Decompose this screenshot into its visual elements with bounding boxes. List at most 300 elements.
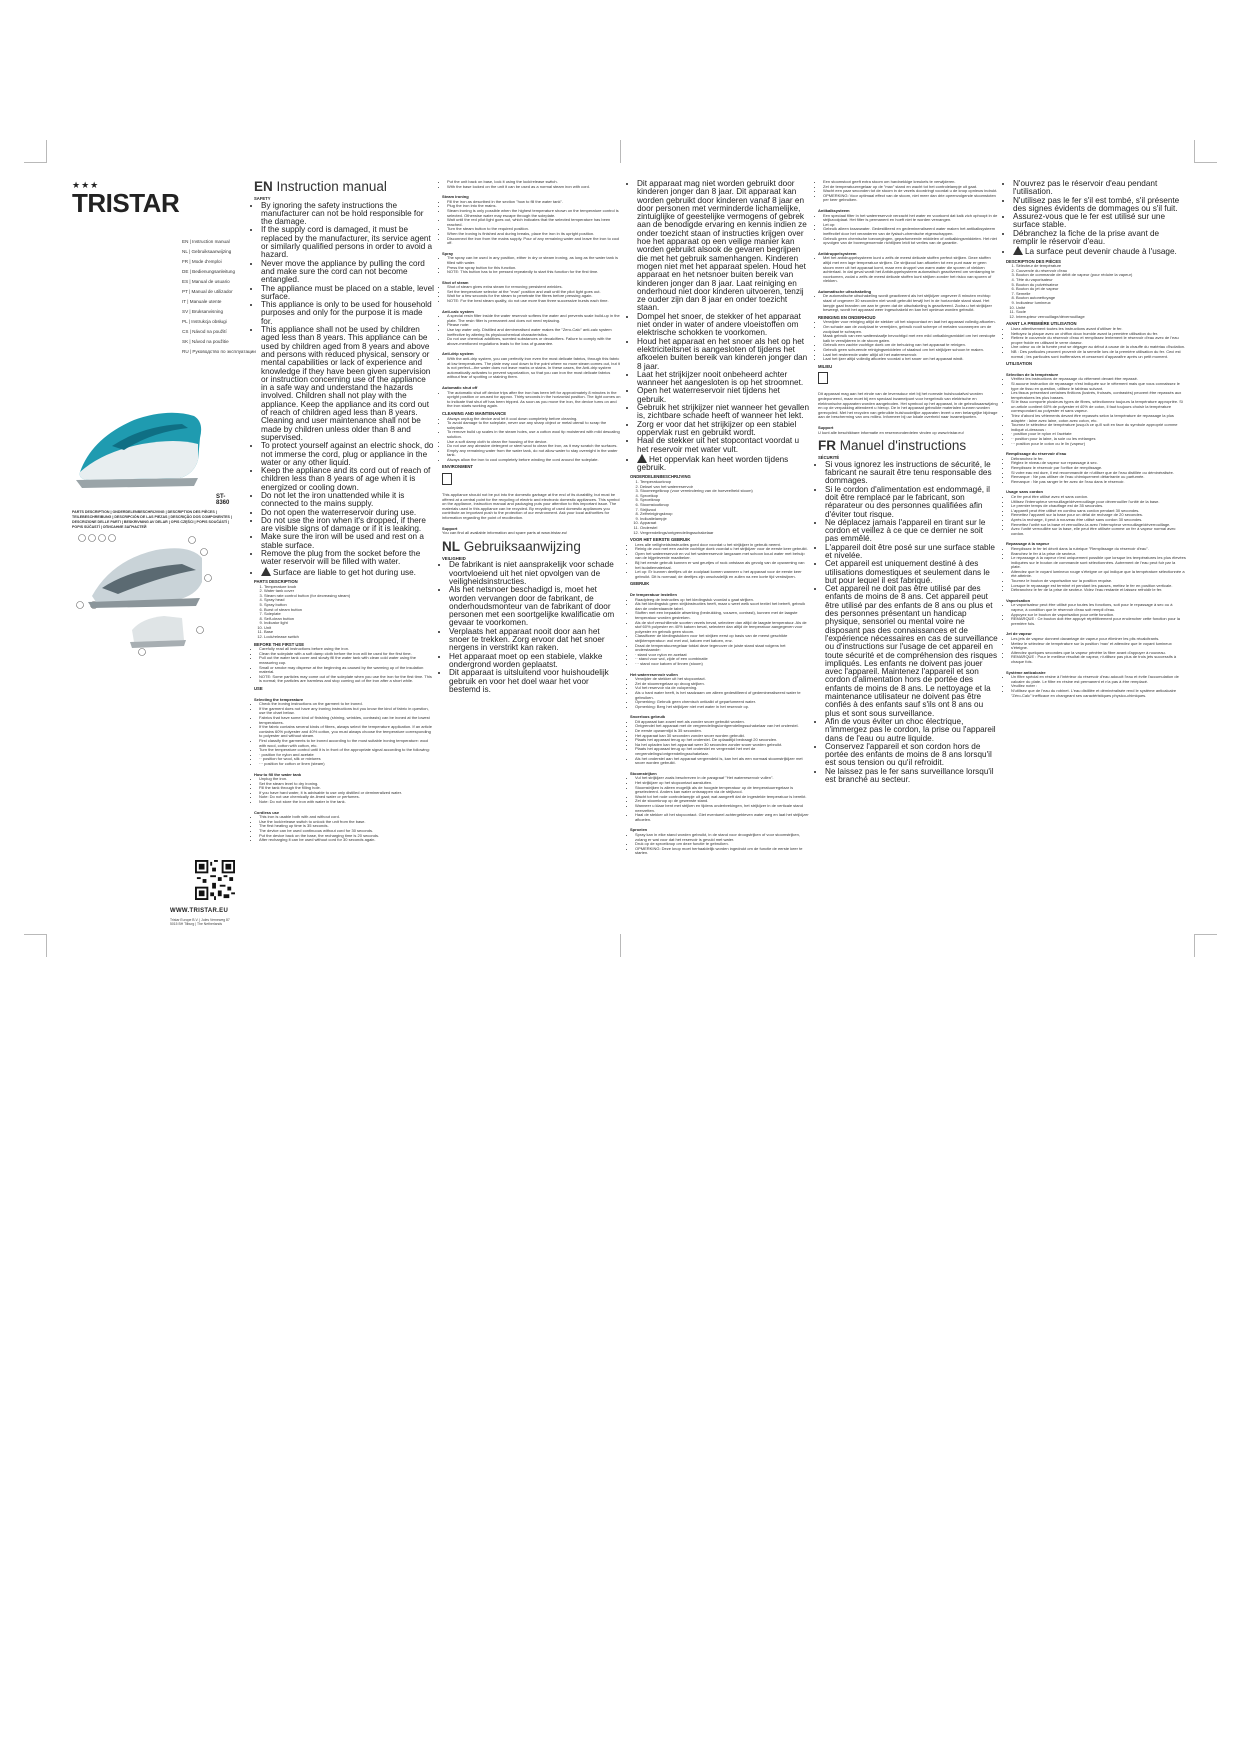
- en-anticalc-heading: Anti-calc system: [442, 308, 474, 314]
- list-item-text: Als het netsnoer beschadigd is, moet het worden vervangen door de fabrikant, de onderhoudsmonteur van de fabrikant of door personen met een soortgelijke kwalificatie om gevaar te voorkomen.: [449, 585, 615, 628]
- list-item: [635, 757, 810, 766]
- recycle-bin-icon: [818, 372, 828, 384]
- nl-antidrip-heading: Antidruppelsysteem: [818, 250, 857, 256]
- list-item-text: This appliance shall not be used by children aged less than 8 years. This appliance can be used by children aged from 8 years and above and persons with reduced physical, sensory or mental capabilities or lack of experience and knowledge if they have been given supervision or instruction concerning use of the appliance in a safe way and understand the hazards involved. Children shall not play with the appliance. Keep the appliance and its cord out of reach of children aged less than 8 years. Cleaning and user maintenance shall not be made by children unless older than 8 and supervised.: [261, 325, 431, 442]
- list-item-text: Une odeur ou de la fumée peut se dégager au début à cause de la chauffe du matériau d'isolation.: [1011, 344, 1186, 350]
- list-item-text: Stoomregelknop (voor vermindering van de hoeveelheid stoom): [640, 488, 753, 494]
- list-item-text: Press the spray button for this function.: [447, 264, 517, 270]
- list-item: [637, 454, 810, 473]
- list-item: [264, 635, 434, 640]
- nl-steam-heading: Stoomstrijken: [630, 770, 657, 776]
- list-item-text: Couvercle du réservoir d'eau: [1016, 267, 1068, 273]
- list-item-text: Het apparaat moet op een stabiele, vlakke ondergrond worden geplaatst.: [449, 651, 603, 669]
- list-item-text: De fabrikant is niet aansprakelijk voor schade voortvloeiend uit het niet opvolgen van de veiligheidsinstructies.: [449, 560, 614, 586]
- en-autooff-list: [442, 391, 622, 409]
- list-item: [825, 560, 998, 585]
- list-item-text: Spray head: [264, 597, 285, 603]
- list-item-text: Wacht een paar seconden tot de stoom in de vezels doordringt voordat u de knop opnieuw indrukt.: [823, 188, 998, 194]
- list-item-text: Als de stof verschillende soorten vezels bevat, selecteer dan altijd de laagste temperatuur. Als de stof 60% polyester en 40% katoen bevat, selecteer dan altijd de temperatuur aangegeven voor polyester en gebruik geen stoom.: [635, 619, 807, 634]
- list-item: [449, 561, 622, 586]
- list-item-text: Verwijder de stekker uit het stopcontact.: [635, 676, 706, 682]
- list-item-text: To remove build up scales in the steam holes, use a cotton wool tip moistened with mild descaling solution.: [447, 429, 620, 439]
- list-item: [635, 570, 810, 579]
- list-item: [1011, 527, 1186, 536]
- language-item: ES | Manual de usuario: [182, 279, 230, 284]
- language-item: SV | Bruksanvisning: [182, 309, 224, 314]
- list-item-text: Nettoyez la plaque avec un chiffon doux humide avant la première utilisation du fer.: [1011, 330, 1159, 336]
- language-list: [182, 237, 256, 357]
- website: WWW.TRISTAR.EU: [170, 908, 229, 914]
- en-steam-heading: Steam ironing: [442, 194, 469, 200]
- nl-spray-heading: Sproeien: [630, 827, 648, 833]
- list-item: [825, 585, 998, 718]
- list-item-text: Clean the soleplate with a soft damp cloth before the iron will be used for the first time.: [259, 650, 412, 656]
- list-item-text: Do not use the iron when it's dropped, if there are visible signs of damage or if it is leaking.: [261, 515, 426, 534]
- list-item-text: L'appareil doit être posé sur une surface stable et nivelée.: [825, 542, 995, 560]
- en-spray-list: [442, 256, 622, 274]
- nl-steam-list: [630, 776, 810, 822]
- language-item: RU | Руководство по эксплуатации: [182, 349, 256, 354]
- list-item-text: Gebruik geen schurende reinigingsmiddelen of staalwol om het strijkijzer schoon te maken.: [823, 347, 984, 352]
- list-item: [1011, 480, 1186, 485]
- list-item-text: Make sure the iron will be used and rest on a stable surface.: [261, 532, 424, 550]
- list-item-text: Als u hard water heeft, is het raadzaam om alleen gedestilleerd of gedemineraliseerd water te gebruiken.: [635, 689, 801, 700]
- list-item-text: Tournez le sélecteur de température jusqu'à ce qu'il soit en face du symbole approprié comme indiqué ci-dessous :: [1011, 422, 1178, 432]
- list-item: [1011, 689, 1186, 698]
- list-item-text: NB : Des particules peuvent provenir de la semelle lors de la première utilisation du fer. Ceci est normal ; les particules sont inoffensives et cesseront d'apparaître après un petit moment.: [1011, 348, 1181, 359]
- list-item-text: Zelfreinigingsknop: [640, 511, 673, 517]
- list-item-text: ··· position for cotton or linen (steam): [259, 760, 325, 766]
- list-item-text: Use tap water only. Distilled and demineralised water makes the "Zero-Calc" anti-calc system ineffective by altering its physicochemical characteristics.: [447, 327, 612, 337]
- list-item-text: Gebruik een zachte vochtige doek om de behuizing van het apparaat te reinigen.: [823, 342, 966, 348]
- list-item: [449, 586, 622, 627]
- list-item-text: Spray kan in elke stand worden gebruikt, in de stand voor droogstrijken of voor stoomstrijken, zolang er wat voor dat het reservoir is gevuld met water.: [635, 831, 800, 842]
- list-item-text: L'appareil peut être utilisé en continu sans cordon pendant 30 secondes.: [1011, 507, 1140, 513]
- fr-fill-heading: Remplissage du réservoir d'eau: [1006, 451, 1067, 457]
- list-item-text: Use the lock/release switch to unlock the unit from the base.: [259, 818, 366, 824]
- list-item: [825, 544, 998, 561]
- nl-support-text: U kunt alle beschikbare informatie en reserveonderdelen vinden op www.tristar.eu!: [818, 429, 964, 435]
- list-item-text: Steam rate control button (for decreasing steam): [264, 592, 351, 598]
- list-item: [447, 357, 622, 380]
- en-autooff-heading: Automatic shut off: [442, 384, 478, 390]
- list-item: [1011, 442, 1186, 447]
- list-item-text: Wait until the red pilot light goes out, which indicates that the selected temperature has been reached.: [447, 217, 611, 227]
- list-item: [261, 285, 434, 302]
- list-item-text: Een speciaal filter in het waterreservoir verzacht het water en voorkomt dat kalk zich ophoopt in de strijkzoolplaat. Het filter is permanent en hoeft niet te worden vervangen.: [823, 212, 998, 223]
- list-item: [1013, 197, 1186, 214]
- list-item: [261, 301, 434, 326]
- en-steam-list: [442, 200, 622, 246]
- en-support-heading: Support: [442, 525, 458, 531]
- list-item-text: Do not open the waterreservoir during use.: [261, 507, 417, 517]
- list-item-text: To avoid damage to the soleplate, never use any sharp object or metal utensil to scrap the soleplate.: [447, 420, 607, 430]
- nl-use-heading: GEBRUIK: [630, 581, 650, 587]
- list-item: [1013, 246, 1186, 256]
- list-item-text: Na het opladen kan het apparaat weer 30 seconden zonder snoer worden gebruikt.: [635, 741, 783, 747]
- list-item-text: ·· stand voor wol, zijde of een combinatie: [635, 656, 708, 662]
- list-item-text: Conservez l'appareil et son cordon hors de portée des enfants de moins de 8 ans lorsqu'il est sous tension ou qu'il refroidit.: [825, 741, 992, 768]
- list-item: [637, 387, 810, 404]
- list-item-text: Le vaporisateur peut être utilisé pour toutes les fonctions, soit pour le repassage à sec ou à vapeur, à condition que le réservoir d'eau soit rempli d'eau.: [1011, 602, 1173, 613]
- list-item-text: Reinig de zool met een zachte vochtige doek voordat u het strijkijzer voor de eerste keer gebruikt.: [635, 546, 808, 552]
- list-item-text: Onderstel: [640, 524, 658, 530]
- en-parts-list: [254, 585, 434, 640]
- list-item: [825, 461, 998, 486]
- nl-column-1: [630, 180, 810, 930]
- nl-column-2: [818, 180, 998, 930]
- en-antidrip-list: [442, 357, 622, 380]
- list-item-text: Indicator light: [264, 620, 288, 626]
- list-item-text: If the supply cord is damaged, it must be replaced by the manufacturer, its service agent or similarly qualified persons in order to avoid a hazard.: [261, 225, 433, 260]
- list-item-text: Do not use chemical additives, scented substances or decalcifiers. Failure to comply with the above-mentioned regulations leads to the loss of guarantee.: [447, 336, 612, 346]
- list-item-text: Attendez quelques secondes que la vapeur pénètre la fibre avant d'appuyer à nouveau.: [1011, 649, 1166, 655]
- list-item-text: Een stoomstoot geeft extra stoom om hardnekkige kreukels te verwijderen.: [823, 179, 956, 184]
- list-item-text: Si le cordon d'alimentation est endommagé, il doit être remplacé par le fabricant, son réparateur ou des personnes qualifiées afin d'éviter tout risque.: [825, 484, 990, 519]
- list-item: [825, 743, 998, 768]
- list-item-text: Socle: [1016, 309, 1027, 315]
- nl-before-heading: VOOR HET EERSTE GEBRUIK: [630, 537, 691, 543]
- list-item-text: Interrupteur verrouillage/déverrouillage: [1016, 313, 1085, 319]
- list-item-text: After recharging it can be used without cord for 30 seconds again.: [259, 837, 376, 843]
- list-item-text: The automatic shut off device trips after the iron has been left for approximately 8 minutes in the upright position or unused for approx. Thirty seconds in the horizontal position. The light comes on to indicate that shut off has been tripped. As soon as you move the iron, the device turns on and the iron starts working again.: [447, 389, 621, 409]
- list-item-text: Opmerking: Berg het strijkijzer niet met water in het reservoir op.: [635, 703, 750, 709]
- nl-safety-list: [442, 561, 622, 694]
- list-item-text: ·· position for wool, silk or mixtures: [259, 756, 321, 762]
- list-item-text: Always allow the iron to cool completely before winding the cord around the soleplate.: [447, 456, 599, 462]
- list-item-text: Spray button: [264, 601, 287, 607]
- list-item-text: ··· stand voor katoen of linnen (stoom): [635, 660, 703, 666]
- list-item-text: Le premier temps de chauffage est de 35 secondes.: [1011, 503, 1104, 509]
- manual-sheet: [58, 180, 1186, 930]
- list-item-text: Remarque : Ne pas ranger le fer avec de l'eau dans le réservoir.: [1011, 478, 1125, 484]
- list-item-text: NOTE: For the best steam quality, do not use more than three successive bursts each time.: [447, 298, 609, 304]
- nl-spray-list: [630, 833, 810, 856]
- list-item-text: Met het antidruppelsysteem kunt u zelfs de meest delicate stoffen perfect strijken. Deze stoffen altijd met een lage temperatuur strijken. De strijkzool kan afkoelen tot een punt waar er geen stoom meer uit het apparaat komt, maar een druppel van warm water die sporen of vlekken achterlaat. In dat geval wordt het Antidruppelsysteem automatisch geactiveerd om verdamping te voorkomen, zodat u zelfs de meest delicate stoffen kunt strijken zonder het risico van sporen of vlekken.: [823, 255, 995, 284]
- list-item-text: Do not let the iron unattended while it is connected to the mains supply.: [261, 490, 405, 509]
- list-item: [449, 628, 622, 653]
- en-cleaning-list: [442, 417, 622, 463]
- list-item-text: Le repassage à la vapeur n'est uniquement possible que lorsque les températures les plus élevées indiquées sur le bouton de commande sont sélectionnées. Autrement de l'eau peut fuir par la plate.: [1011, 555, 1186, 570]
- list-item-text: Soleplate: [264, 611, 281, 617]
- list-item: [823, 214, 998, 223]
- list-item: [259, 725, 434, 739]
- list-item-text: Ce fer peut être utilisé avec et sans cordon.: [1011, 493, 1089, 499]
- list-item-text: Fabrics that have some kind of finishing (shining, wrinkles, contrasts) can be ironed at the lowest temperatures.: [259, 714, 430, 725]
- list-item-text: Do not use any abrasive detergent or steel wool to clean the iron, as it may scratch the surfaces.: [447, 443, 618, 449]
- fr-steam-list: [1006, 547, 1186, 593]
- list-item-text: Fill the tank through the filling hole.: [259, 785, 321, 791]
- list-item-text: Laat het strijkijzer nooit onbeheerd achter wanneer het aangesloten is op het stroomnet.: [637, 369, 804, 388]
- list-item-text: Lorsque le repassage est terminé et pendant les pauses, mettez le fer en position verticale.: [1011, 582, 1173, 588]
- list-item: [825, 768, 998, 785]
- list-item: [259, 675, 434, 684]
- list-item: [1013, 213, 1186, 230]
- en-cordless-list: [254, 815, 434, 843]
- list-item: [261, 492, 434, 509]
- fr-cordless-list: [1006, 495, 1186, 536]
- recycle-bin-icon: [442, 473, 452, 485]
- list-item-text: Laat het ijzer altijd volledig afkoelen voordat u het snoer om het apparaat windt.: [823, 356, 964, 362]
- nl-autooff-heading: Automatische uitschakeling: [818, 288, 872, 294]
- list-item-text: Set the steam level to dry ironing.: [259, 780, 319, 786]
- steam-iron-product-image: [72, 398, 212, 490]
- en-use-heading: USE: [254, 686, 263, 692]
- en-safety-heading: SAFETY: [254, 196, 271, 201]
- hot-surface-warning-icon: [1013, 246, 1023, 255]
- list-item-text: Semelle: [1016, 290, 1031, 296]
- cover-column: [58, 180, 256, 930]
- nl-environment-heading: MILIEU: [818, 363, 833, 369]
- en-selecting-list: [254, 702, 434, 766]
- language-item: DE | Bedienungsanleitung: [182, 269, 236, 274]
- list-item-text: Het oppervlak kan heet worden tijdens gebruik.: [637, 454, 789, 473]
- list-item: [823, 256, 998, 284]
- list-item-text: Unit: [264, 624, 272, 630]
- list-item: [261, 326, 434, 442]
- crop-mark-bottom-mid: [620, 934, 621, 957]
- nl-cordless-list: [630, 720, 810, 766]
- list-item-text: Small or smoke may disperse at the beginning as caused by the warming up of the insulation material.: [259, 664, 424, 675]
- list-item-text: Remarque : Ne pas utiliser de l'eau chimiquement détartrante ou parfumée.: [1011, 474, 1145, 480]
- list-item: [1011, 675, 1186, 684]
- list-item-text: OPMERKING: Voor optimaal effect van de stoom, niet meer dan drie opeenvolgende stoomstoten per keer gebruiken.: [823, 192, 996, 203]
- language-item: PL | Instrukcja obsługi: [182, 319, 227, 324]
- list-item-text: De automatische uitschakeling wordt geactiveerd als het strijkijzer ongeveer 8 minuten rechtop staat of ongeveer 30 seconden niet wordt gebruikt terwijl het in de horizontale stand staat. Het lampje gaat branden om aan te geven dat de uitschakeling is geactiveerd. Zodra u het strijkijzer beweegt, wordt het apparaat weer ingeschakeld en kan het opnieuw worden gebruikt.: [823, 293, 992, 313]
- nl-anticalc-list: [818, 214, 998, 246]
- list-item-text: Deksel van het waterreservoir: [640, 483, 693, 489]
- nl-support-heading: Support: [818, 424, 834, 430]
- list-item-text: Sproeikop: [640, 492, 659, 498]
- list-item: [1011, 588, 1186, 593]
- en-fill-list: [254, 777, 434, 805]
- list-item-text: REMARQUE : Pour le meilleur résultat de vapeur, n'utilisez pas plus de trois jets successifs à chaque fois.: [1011, 654, 1177, 664]
- list-item-text: Retirez le couvercle du réservoir d'eau et remplissez lentement le réservoir d'eau avec de l'eau propre froide en utilisant le verre doseur.: [1011, 335, 1179, 345]
- crop-mark-bottom-left: [24, 934, 47, 957]
- en-column-2: [442, 180, 622, 930]
- list-item-text: Vul het strijkijzer zoals beschreven in de paragraaf "Het waterreservoir vullen".: [635, 775, 774, 781]
- list-item: [825, 486, 998, 519]
- list-item-text: If you have hard water, it is advisable to use only distilled or demineralized water.: [259, 789, 402, 795]
- list-item-text: · position for nylon and acetate: [259, 751, 314, 757]
- list-item-text: Please note:: [447, 322, 470, 328]
- brand-stars: ★★★: [72, 180, 100, 190]
- list-item-text: Vérifiez les instructions de repassage du vêtement devant être repassé.: [1011, 376, 1138, 382]
- en-parts-heading: PARTS DESCRIPTION: [254, 578, 298, 584]
- list-item-text: With the base locked on the unit it can be used as a normal steam iron with cord.: [447, 183, 590, 189]
- list-item-text: Remettez l'appareil sur la base pour un délai de recharge de 20 secondes.: [1011, 512, 1143, 518]
- list-item-text: Remplissez le réservoir par l'orifice de remplissage.: [1011, 465, 1103, 471]
- list-item-text: Haal de stekker uit het stopcontact. Giet eventueel achtergebleven water weg en laat het strijkijzer afkoelen.: [635, 812, 809, 822]
- list-item: [1013, 230, 1186, 247]
- en-burst-list: [442, 285, 622, 303]
- list-item-text: La surface peut devenir chaude à l'usage.: [1025, 247, 1177, 257]
- list-item-text: Surface are liable to get hot during use.: [273, 567, 416, 577]
- list-item-text: Wacht tot het rode controlelampje uit gaat; wat aangeeft dat de ingestelde temperatuur is bereikt.: [635, 793, 807, 799]
- list-item-text: Indicateur lumineux: [1016, 300, 1051, 306]
- nl-fill-heading: Het waterreservoir vullen: [630, 671, 678, 677]
- fr-cordless-heading: Usage sans cordon: [1006, 489, 1043, 495]
- list-item: [640, 531, 810, 536]
- parts-diagram-image: [72, 530, 222, 680]
- en-fill-heading: How to fill the water tank: [254, 771, 302, 777]
- list-item-text: Strijkzool: [640, 506, 657, 512]
- list-item-text: Put the device back on the base, the recharging time is 20 seconds.: [259, 832, 380, 838]
- list-item-text: Haal de stekker uit het stopcontact voordat u het reservoir met water vult.: [637, 436, 800, 454]
- list-item-text: Put the unit back on base, lock it using the lock/release switch.: [447, 179, 558, 184]
- list-item: [1011, 617, 1186, 626]
- fr-burst-list: [1006, 637, 1186, 665]
- crop-mark-top-left: [24, 140, 47, 163]
- list-item-text: Self-clean button: [264, 615, 295, 621]
- list-item-text: Verplaats het apparaat nooit door aan het snoer te trekken. Zorg ervoor dat het snoer nergens in verstrikt kan raken.: [449, 626, 605, 653]
- list-item-text: · position pour le nylon et l'acétate: [1011, 431, 1072, 437]
- list-item-text: Let op:: [823, 221, 836, 227]
- nl-safety-list-continued: [630, 180, 810, 472]
- list-item-text: Un filtre spécial en résine à l'intérieur du réservoir d'eau adoucit l'eau et évite l'accumulation de calcaire du plate. Le filtre en résine est permanent et n'a pas à être remplacé.: [1011, 674, 1179, 684]
- list-item-text: If the fabric contains several kinds of fibres, always select the temperature application. If an article contains 60% polyester and 40% cotton, you must always choose the temperature corresponding to polyester and without steam.: [259, 724, 432, 739]
- list-item: [825, 519, 998, 544]
- fr-column-1: [1006, 180, 1186, 930]
- list-item-text: Carefully read all instructions before using the iron.: [259, 646, 350, 652]
- list-item-text: Tête du vaporisateur: [1016, 277, 1053, 283]
- list-item-text: Dompel het snoer, de stekker of het apparaat niet onder in water of andere vloeistoffen om elektrische schokken te voorkomen.: [637, 311, 801, 338]
- nl-burst-list: [818, 180, 998, 203]
- list-item-text: Cet appareil ne doit pas être utilisé par des enfants de moins de 8 ans. Cet appareil peut être utilisé par des enfants de 8 ans ou plus et des personnes présentant un handicap physique, sensoriel ou mental voire ne disposant pas des connaissances et de l'expérience nécessaires en cas de surveillance ou d'instructions sur l'usage de cet appareil en toute sécurité et de compréhension des risques impliqués. Les enfants ne doivent pas jouer avec l'appareil. Maintenez l'appareil et son cordon d'alimentation hors de portée des enfants de moins de 8 ans. Le nettoyage et la maintenance utilisateur ne doivent pas être confiés à des enfants sauf s'ils ont 8 ans ou plus et sont sous surveillance.: [825, 584, 998, 718]
- en-title: EN Instruction manual: [254, 179, 387, 194]
- list-item-text: Ne déplacez jamais l'appareil en tirant sur le cordon et veillez à ce que ce dernier ne soit pas emmêlé.: [825, 517, 986, 544]
- nl-temp-heading: De temperatuur instellen: [630, 592, 677, 598]
- list-item-text: Bij het eerste gebruik kunnen er wat geurtjes of rook ontstaan als gevolg van de opwarming van het isolatiemateriaal.: [635, 560, 805, 570]
- list-item-text: OPMERKING: Deze knop moet herhaaldelijk worden ingedrukt om de functie de eerste keer te starten.: [635, 845, 803, 856]
- fr-before-heading: AVANT LA PREMIÈRE UTILISATION: [1006, 321, 1077, 327]
- list-item-text: Water tank cover: [264, 588, 295, 594]
- list-item-text: Draai de temperatuurregelaar totdat deze tegenover de juiste stand staat volgens het onderstaande:: [635, 642, 786, 653]
- list-item-text: Zet de temperatuurregelaar op de "max" stand en wacht tot het controlelampje uit gaat.: [823, 183, 978, 189]
- list-item-text: Stoomstrijken is alleen mogelijk als de hoogste temperatuur op de temperatuurregelaar is geselecteerd. Anders kan water ontsnappen via de strijkzool.: [635, 784, 794, 795]
- list-item-text: Verwijder voor reiniging altijd de stekker uit het stopcontact en laat het apparaat volledig afkoelen.: [823, 319, 996, 325]
- list-item-text: Shot of steam gives extra steam for removing persistent wrinkles.: [447, 284, 563, 290]
- list-item-text: Steam ironing is only possible when the highest temperature shown on the temperature control is selected. Otherwise water may escape through the soleplate.: [447, 207, 619, 218]
- qr-code: [195, 860, 235, 900]
- en-selecting-heading: Selecting the temperature: [254, 696, 304, 702]
- fr-spray-heading: Vaporisation: [1006, 597, 1031, 603]
- list-item-text: Veuillez noter :: [1011, 683, 1038, 689]
- list-item-text: Raadpleeg de instructies op het kledingstuk voordat u gaat strijken.: [635, 596, 754, 602]
- en-anticalc-list: [442, 314, 622, 346]
- list-item-text: Open het waterreservoir niet tijdens het gebruik.: [637, 386, 780, 404]
- fr-temp-heading: Sélection de la température: [1006, 371, 1059, 377]
- list-item-text: Dit apparaat is uitsluitend voor huishoudelijk gebruik en voor het doel waar het voor bestemd is.: [449, 668, 609, 694]
- list-item-text: Wanneer u klaar bent met strijken en tijdens onderbrekingen, het strijkijzer in de verticale stand neerzetten.: [635, 802, 803, 813]
- list-item-text: When the ironing is finished and during breaks, place the iron in its upright position.: [447, 230, 595, 236]
- en-burst-heading: Shot of steam: [442, 279, 469, 285]
- en-spray-heading: Spray: [442, 250, 454, 256]
- nl-title: NL Gebruiksaanwijzing: [442, 538, 581, 554]
- list-item: [261, 567, 434, 577]
- list-item-text: N'utilisez que de l'eau du robinet. L'eau distillée et déminéralisée rend le système anticalcaire "Zéro-Calc" inefficace en changeant ses caractéristiques physico-chimiques.: [1011, 687, 1177, 698]
- list-item-text: Classificeer de kledingstukken voor het strijken eerst op basis van de meest geschikte strijktemperatuur: wol met wol, katoen met katoen, enz.: [635, 633, 788, 643]
- en-cordless-heading: Cordless use: [254, 809, 280, 815]
- list-item: [261, 533, 434, 550]
- list-item-text: NOTE: This button has to be pressed repeatedly to start this function for the first time.: [447, 269, 599, 275]
- list-item: [447, 299, 622, 304]
- list-item-text: Remove the plug from the socket before the water reservoir will be filled with water.: [261, 549, 421, 567]
- list-item: [637, 404, 810, 421]
- list-item-text: Gebruik alleen kraanwater. Gedestilleerd en gedemineraliseerd water maken het antikalksysteem ineffectief door het veranderen van de fysisch-chemische eigenschappen.: [823, 226, 996, 236]
- en-support-text: You can find all available information and spare parts at www.tristar.eu!: [442, 530, 568, 536]
- list-item-text: Triez d'abord les vêtements devant être repassés selon la température de repassage la plus adaptée : laine avec laine, coton avec coton, etc.: [1011, 413, 1174, 423]
- list-item-text: Lock/release switch: [264, 634, 299, 640]
- nl-fill-list: [630, 677, 810, 709]
- list-item-text: Stoffen met een bepaalde afwerking (bedrukking, vouwen, contrast), kunnen met de laagste temperatuur worden gestreken.: [635, 610, 798, 621]
- list-item-text: Zet de stoomregelaar op droog strijken.: [635, 680, 705, 686]
- list-item-text: Turn the steam button to the required position.: [447, 226, 529, 232]
- list-item-text: Bouton du pulvérisateur: [1016, 281, 1059, 287]
- fr-use-heading: UTILISATION: [1006, 361, 1032, 367]
- list-item: [447, 237, 622, 246]
- list-item: [261, 467, 434, 492]
- list-item: [823, 194, 998, 203]
- list-item-text: This appliance is only to be used for household purposes and only for the purpose it is made for.: [261, 300, 432, 326]
- nl-parts-heading: ONDERDELENBESCHRIJVING: [630, 474, 691, 480]
- nl-parts-list: [630, 480, 810, 535]
- nl-cordless-heading: Snoerloos gebruik: [630, 714, 666, 720]
- list-item-text: N'ouvrez pas le réservoir d'eau pendant l'utilisation.: [1013, 179, 1158, 197]
- list-item-text: Ne laissez pas le fer sans surveillance lorsqu'il est branché au secteur.: [825, 766, 994, 784]
- list-item-text: Plaats het apparaat terug op het onderstel. De oplaadtijd bedraagt 20 seconden.: [635, 737, 778, 743]
- list-item-text: Disconnect the iron from the mains supply. Pour of any remaining water and leave the iron to cool off.: [447, 235, 620, 246]
- list-item-text: Bouton du jet de vapeur: [1016, 286, 1059, 292]
- list-item-text: Afin de vous éviter un choc électrique, n'immergez pas le cordon, la prise ou l'appareil dans de l'eau ou autre liquide.: [825, 716, 996, 743]
- list-item-text: By ignoring the safety instructions the manufacturer can not be hold responsible for the damage.: [261, 200, 424, 227]
- list-item-text: Remettez l'unité sur la base et verrouillez-la avec l'interrupteur verrouillage/déverrouillage.: [1011, 521, 1171, 527]
- hot-surface-warning-icon: [261, 567, 271, 576]
- list-item-text: Pull out the water tank cover and slowly fill the water tank with clean cold water using the measuring cup.: [259, 655, 416, 666]
- list-item: [635, 813, 810, 822]
- list-item-text: Bouton autonettoyage: [1016, 295, 1056, 301]
- fr-parts-heading: DESCRIPTION DES PIÈCES: [1006, 258, 1061, 264]
- model-number: ST-8360: [216, 494, 230, 506]
- list-item-text: If the garment does not have any ironing instructions but you know the kind of fabric in question, use the chart below.: [259, 705, 429, 716]
- list-item: [447, 458, 622, 463]
- fr-safety-list-continued: [1006, 180, 1186, 257]
- list-item-text: De eerste opwarmtijd is 35 seconden.: [635, 728, 702, 734]
- list-item: [635, 662, 810, 667]
- list-item-text: Après la recharge, il peut à nouveau être utilisé sans cordon 30 secondes.: [1011, 516, 1143, 522]
- list-item-text: Opmerking: Gebruik geen chemisch ontkalkt of geparfumeerd water.: [635, 699, 756, 705]
- fr-fill-list: [1006, 457, 1186, 485]
- list-item-text: Note: Do not use chemically de-limed water or perfumes.: [259, 794, 360, 800]
- list-item-text: Plug the iron into the mains.: [447, 203, 497, 209]
- list-item: [261, 202, 434, 227]
- list-item: [635, 705, 810, 710]
- list-item-text: Si vous ignorez les instructions de sécurité, le fabricant ne saurait être tenu responsable des dommages.: [825, 459, 992, 486]
- list-item-text: Empty any remaining water from the water tank, do not allow water to stay overnight in the water tank.: [447, 447, 618, 458]
- list-item-text: Stoomstootknop: [640, 501, 669, 507]
- hot-surface-warning-icon: [637, 454, 647, 463]
- list-item-text: Maak gebruik van een wattenstaafje bevochtigd met een mild ontkalkingsmiddel om het verstopte kalk te verwijderen in de stoom gaten.: [823, 333, 996, 343]
- language-item: NL | Gebruiksaanwijzing: [182, 249, 232, 254]
- crop-mark-top-right: [1194, 140, 1217, 163]
- list-item-text: Cet appareil est uniquement destiné à des utilisations domestiques et seulement dans le but pour lequel il est fabriqué.: [825, 559, 990, 585]
- list-item: [261, 550, 434, 567]
- list-item-text: Open het waterreservoir en vul het waterreservoir langzaam met schoon koud water met behulp van de bijgeleverde maatbeker.: [635, 550, 805, 561]
- list-item: [637, 437, 810, 454]
- list-item-text: Débranchez la fiche de la prise avant de remplir le réservoir d'eau.: [1013, 228, 1160, 247]
- list-item: [1013, 180, 1186, 197]
- language-item: IT | Manuale utente: [182, 299, 222, 304]
